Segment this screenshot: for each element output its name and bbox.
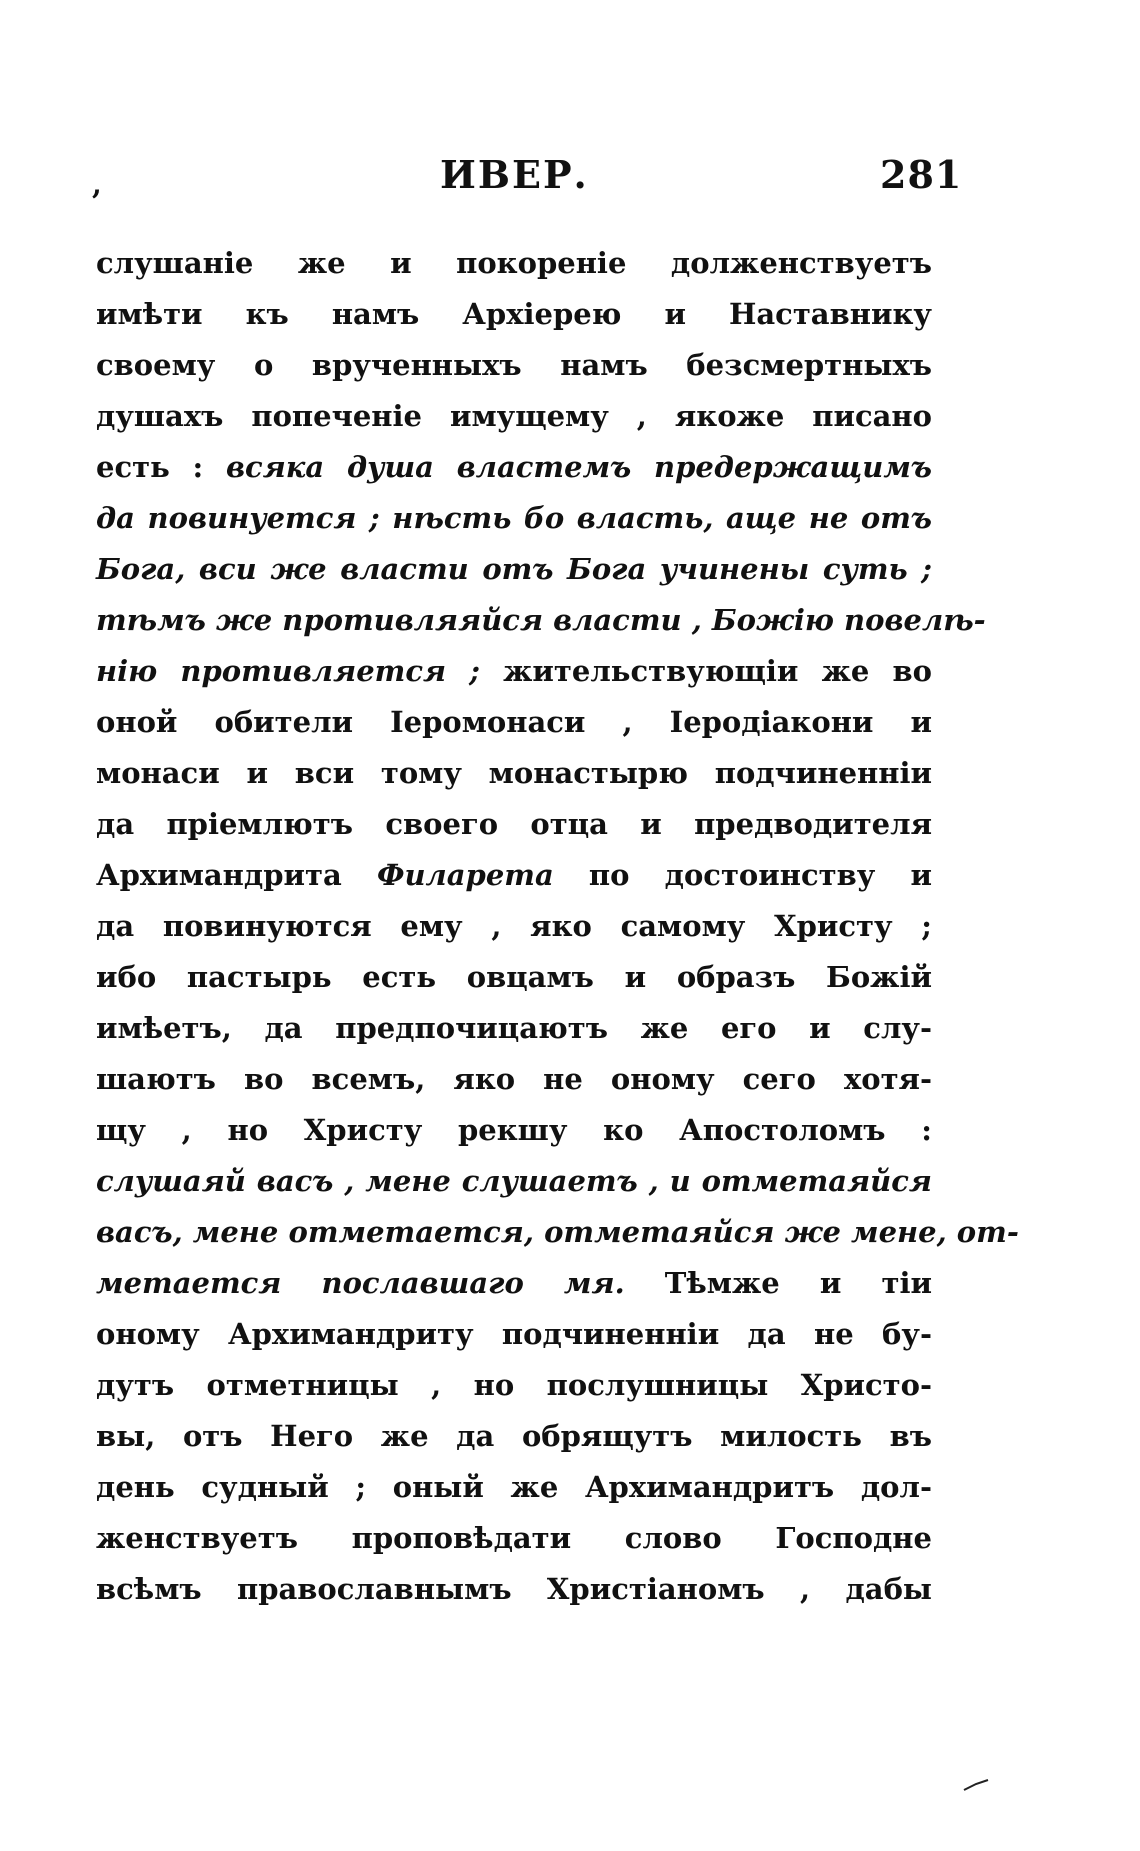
text-line: шаютъ во всемъ, яко не оному сего хотя- — [96, 1062, 932, 1096]
text-line — [96, 595, 986, 646]
text-line: щу , но Христу рекшу ко Апостоломъ : — [96, 1113, 932, 1147]
text-line — [96, 442, 932, 493]
text-line — [96, 1156, 932, 1207]
italic-text-segment: метается пославшаго мя. — [96, 1266, 625, 1300]
italic-text-segment: тѣмъ же противляяйся власти , Божію повелѣ- — [96, 603, 986, 637]
running-head: ИВЕР. — [440, 152, 589, 197]
italic-text-segment: да повинуется ; нѣсть бо власть, аще не отъ — [96, 501, 932, 535]
text-line: всѣмъ православнымъ Христіаномъ , дабы — [96, 1572, 932, 1606]
page-number: 281 — [880, 152, 963, 197]
italic-text-segment: Филарета — [376, 858, 554, 892]
italic-text-segment: слушаяй васъ , мене слушаетъ , и отметаяйся — [96, 1164, 932, 1198]
text-line: да повинуются ему , яко самому Христу ; — [96, 909, 932, 943]
text-line: имѣетъ, да предпочицаютъ же его и слу- — [96, 1011, 932, 1045]
text-line: вы, отъ Него же да обрящутъ милость въ — [96, 1419, 932, 1453]
text-line: оной обители Іеромонаси , Іеродіакони и — [96, 705, 932, 739]
text-segment: по достоинству и — [553, 858, 933, 892]
text-line: своему о врученныхъ намъ безсмертныхъ — [96, 348, 932, 382]
text-line: душахъ попеченіе имущему , якоже писано — [96, 399, 932, 433]
text-segment: жительствующіи же во — [479, 654, 932, 688]
text-segment: Тѣмже и тіи — [624, 1266, 932, 1300]
text-line: слушаніе же и покореніе долженствуетъ — [96, 246, 932, 280]
header-left-mark: , — [92, 168, 102, 201]
text-line: ибо пастырь есть овцамъ и образъ Божій — [96, 960, 932, 994]
italic-text-segment: Бога, вси же власти отъ Бога учинены суть ; — [96, 552, 932, 586]
text-line — [96, 544, 932, 595]
text-line — [96, 493, 932, 544]
text-segment: Архимандрита — [96, 858, 377, 892]
text-line: оному Архимандриту подчиненніи да не бу- — [96, 1317, 932, 1351]
text-line: да пріемлютъ своего отца и предводителя — [96, 807, 932, 841]
text-line — [96, 1258, 932, 1309]
italic-text-segment: васъ, мене отметается, отметаяйся же мене, от- — [96, 1215, 1019, 1249]
text-line: имѣти къ намъ Архіерею и Наставнику — [96, 297, 932, 331]
text-line: дутъ отметницы , но послушницы Христо- — [96, 1368, 932, 1402]
text-line: монаси и вси тому монастырю подчиненніи — [96, 756, 932, 790]
stray-pen-mark — [962, 1778, 990, 1792]
body-text — [96, 238, 1019, 1615]
text-line: женствуетъ проповѣдати слово Господне — [96, 1521, 932, 1555]
text-segment: есть : — [96, 450, 226, 484]
text-line — [96, 1207, 1019, 1258]
italic-text-segment: нію противляется ; — [96, 654, 480, 688]
text-line — [96, 646, 932, 697]
text-line — [96, 850, 932, 901]
text-line: день судный ; оный же Архимандритъ дол- — [96, 1470, 932, 1504]
italic-text-segment: всяка душа властемъ предержащимъ — [226, 450, 932, 484]
